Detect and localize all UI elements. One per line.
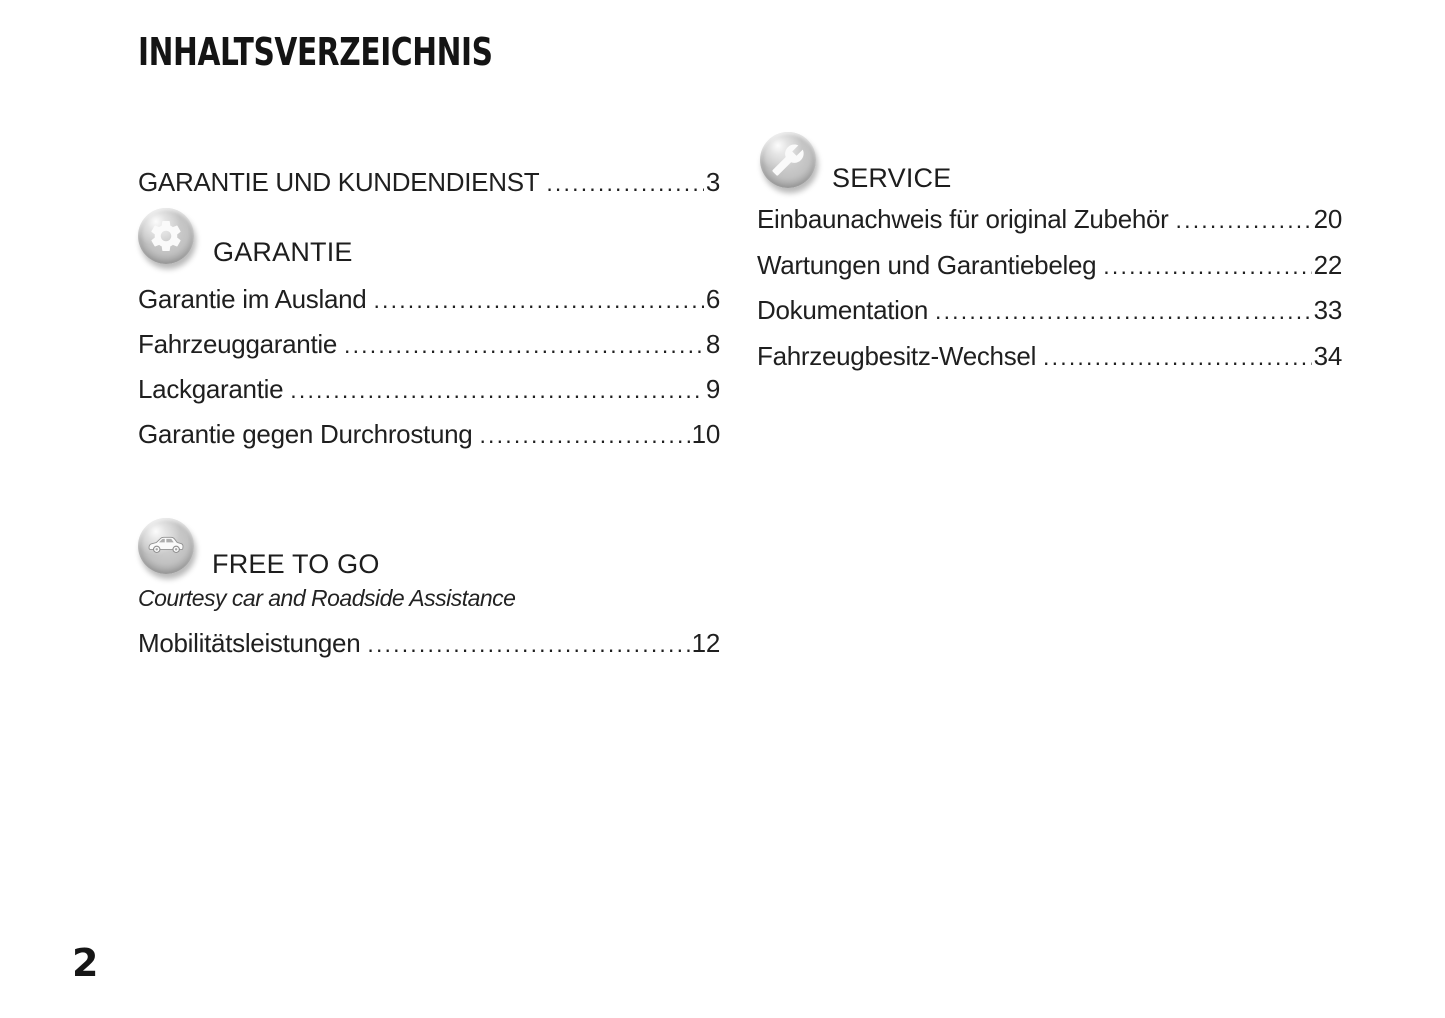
dot-leader xyxy=(935,298,1312,325)
toc-entry-page: 10 xyxy=(691,419,720,449)
dot-leader xyxy=(546,170,704,197)
toc-entry xyxy=(138,421,720,466)
dot-leader xyxy=(1103,253,1311,280)
toc-entry-label: Fahrzeuggarantie xyxy=(138,329,337,359)
section-heading-garantie: GARANTIE xyxy=(213,237,353,267)
service-entries xyxy=(757,206,1342,388)
toc-entry-label: Lackgarantie xyxy=(138,374,284,404)
toc-entry-label: Einbaunachweis für original Zubehör xyxy=(757,204,1169,234)
garantie-entries xyxy=(138,286,720,466)
wrench-glyph xyxy=(771,143,805,177)
toc-entry xyxy=(757,249,1342,298)
toc-entry-page: 33 xyxy=(1313,295,1342,326)
toc-entry xyxy=(138,331,720,376)
toc-entry xyxy=(138,376,720,421)
toc-entry xyxy=(138,630,720,675)
toc-entry xyxy=(138,169,720,214)
gear-icon xyxy=(138,208,194,264)
gear-glyph xyxy=(148,218,184,254)
toc-entry-page: 3 xyxy=(705,167,720,197)
toc-entry xyxy=(757,297,1342,343)
toc-entry-label: Wartungen und Garantiebeleg xyxy=(757,249,1097,280)
toc-entry-page: 20 xyxy=(1313,204,1342,234)
toc-entry-label: Dokumentation xyxy=(757,295,928,326)
dot-leader xyxy=(373,287,703,314)
car-icon xyxy=(138,518,194,574)
toc-entry-page: 9 xyxy=(705,374,720,404)
toc-entry-label: Fahrzeugbesitz-Wechsel xyxy=(757,340,1037,371)
section-heading-free-to-go: FREE TO GO xyxy=(212,549,380,579)
toc-entry-page: 34 xyxy=(1313,340,1342,371)
section-subheading: Courtesy car and Roadside Assistance xyxy=(138,585,516,611)
toc-entry-page: 6 xyxy=(705,284,720,314)
wrench-icon xyxy=(760,132,816,188)
dot-leader xyxy=(479,422,689,449)
dot-leader xyxy=(1043,344,1312,371)
dot-leader xyxy=(367,631,689,658)
page-title: INHALTSVERZEICHNIS xyxy=(138,30,493,74)
section-heading-service: SERVICE xyxy=(832,163,952,193)
car-glyph xyxy=(145,525,187,567)
toc-entry-label: Garantie gegen Durchrostung xyxy=(138,419,473,449)
toc-entry-label: GARANTIE UND KUNDENDIENST xyxy=(138,167,540,197)
dot-leader xyxy=(344,332,704,359)
toc-entry-label: Mobilitätsleistungen xyxy=(138,628,361,658)
toc-entry xyxy=(138,286,720,331)
free-to-go-entries xyxy=(138,630,720,675)
toc-entry-page: 12 xyxy=(691,628,720,658)
dot-leader xyxy=(1176,207,1312,234)
toc-entry-page: 22 xyxy=(1313,249,1342,280)
toc-entry-page: 8 xyxy=(705,329,720,359)
page-number: 2 xyxy=(72,941,99,985)
toc-entry xyxy=(757,340,1342,389)
toc-left-column-top xyxy=(138,169,720,214)
dot-leader xyxy=(290,377,704,404)
toc-entry xyxy=(757,206,1342,252)
toc-entry-label: Garantie im Ausland xyxy=(138,284,367,314)
